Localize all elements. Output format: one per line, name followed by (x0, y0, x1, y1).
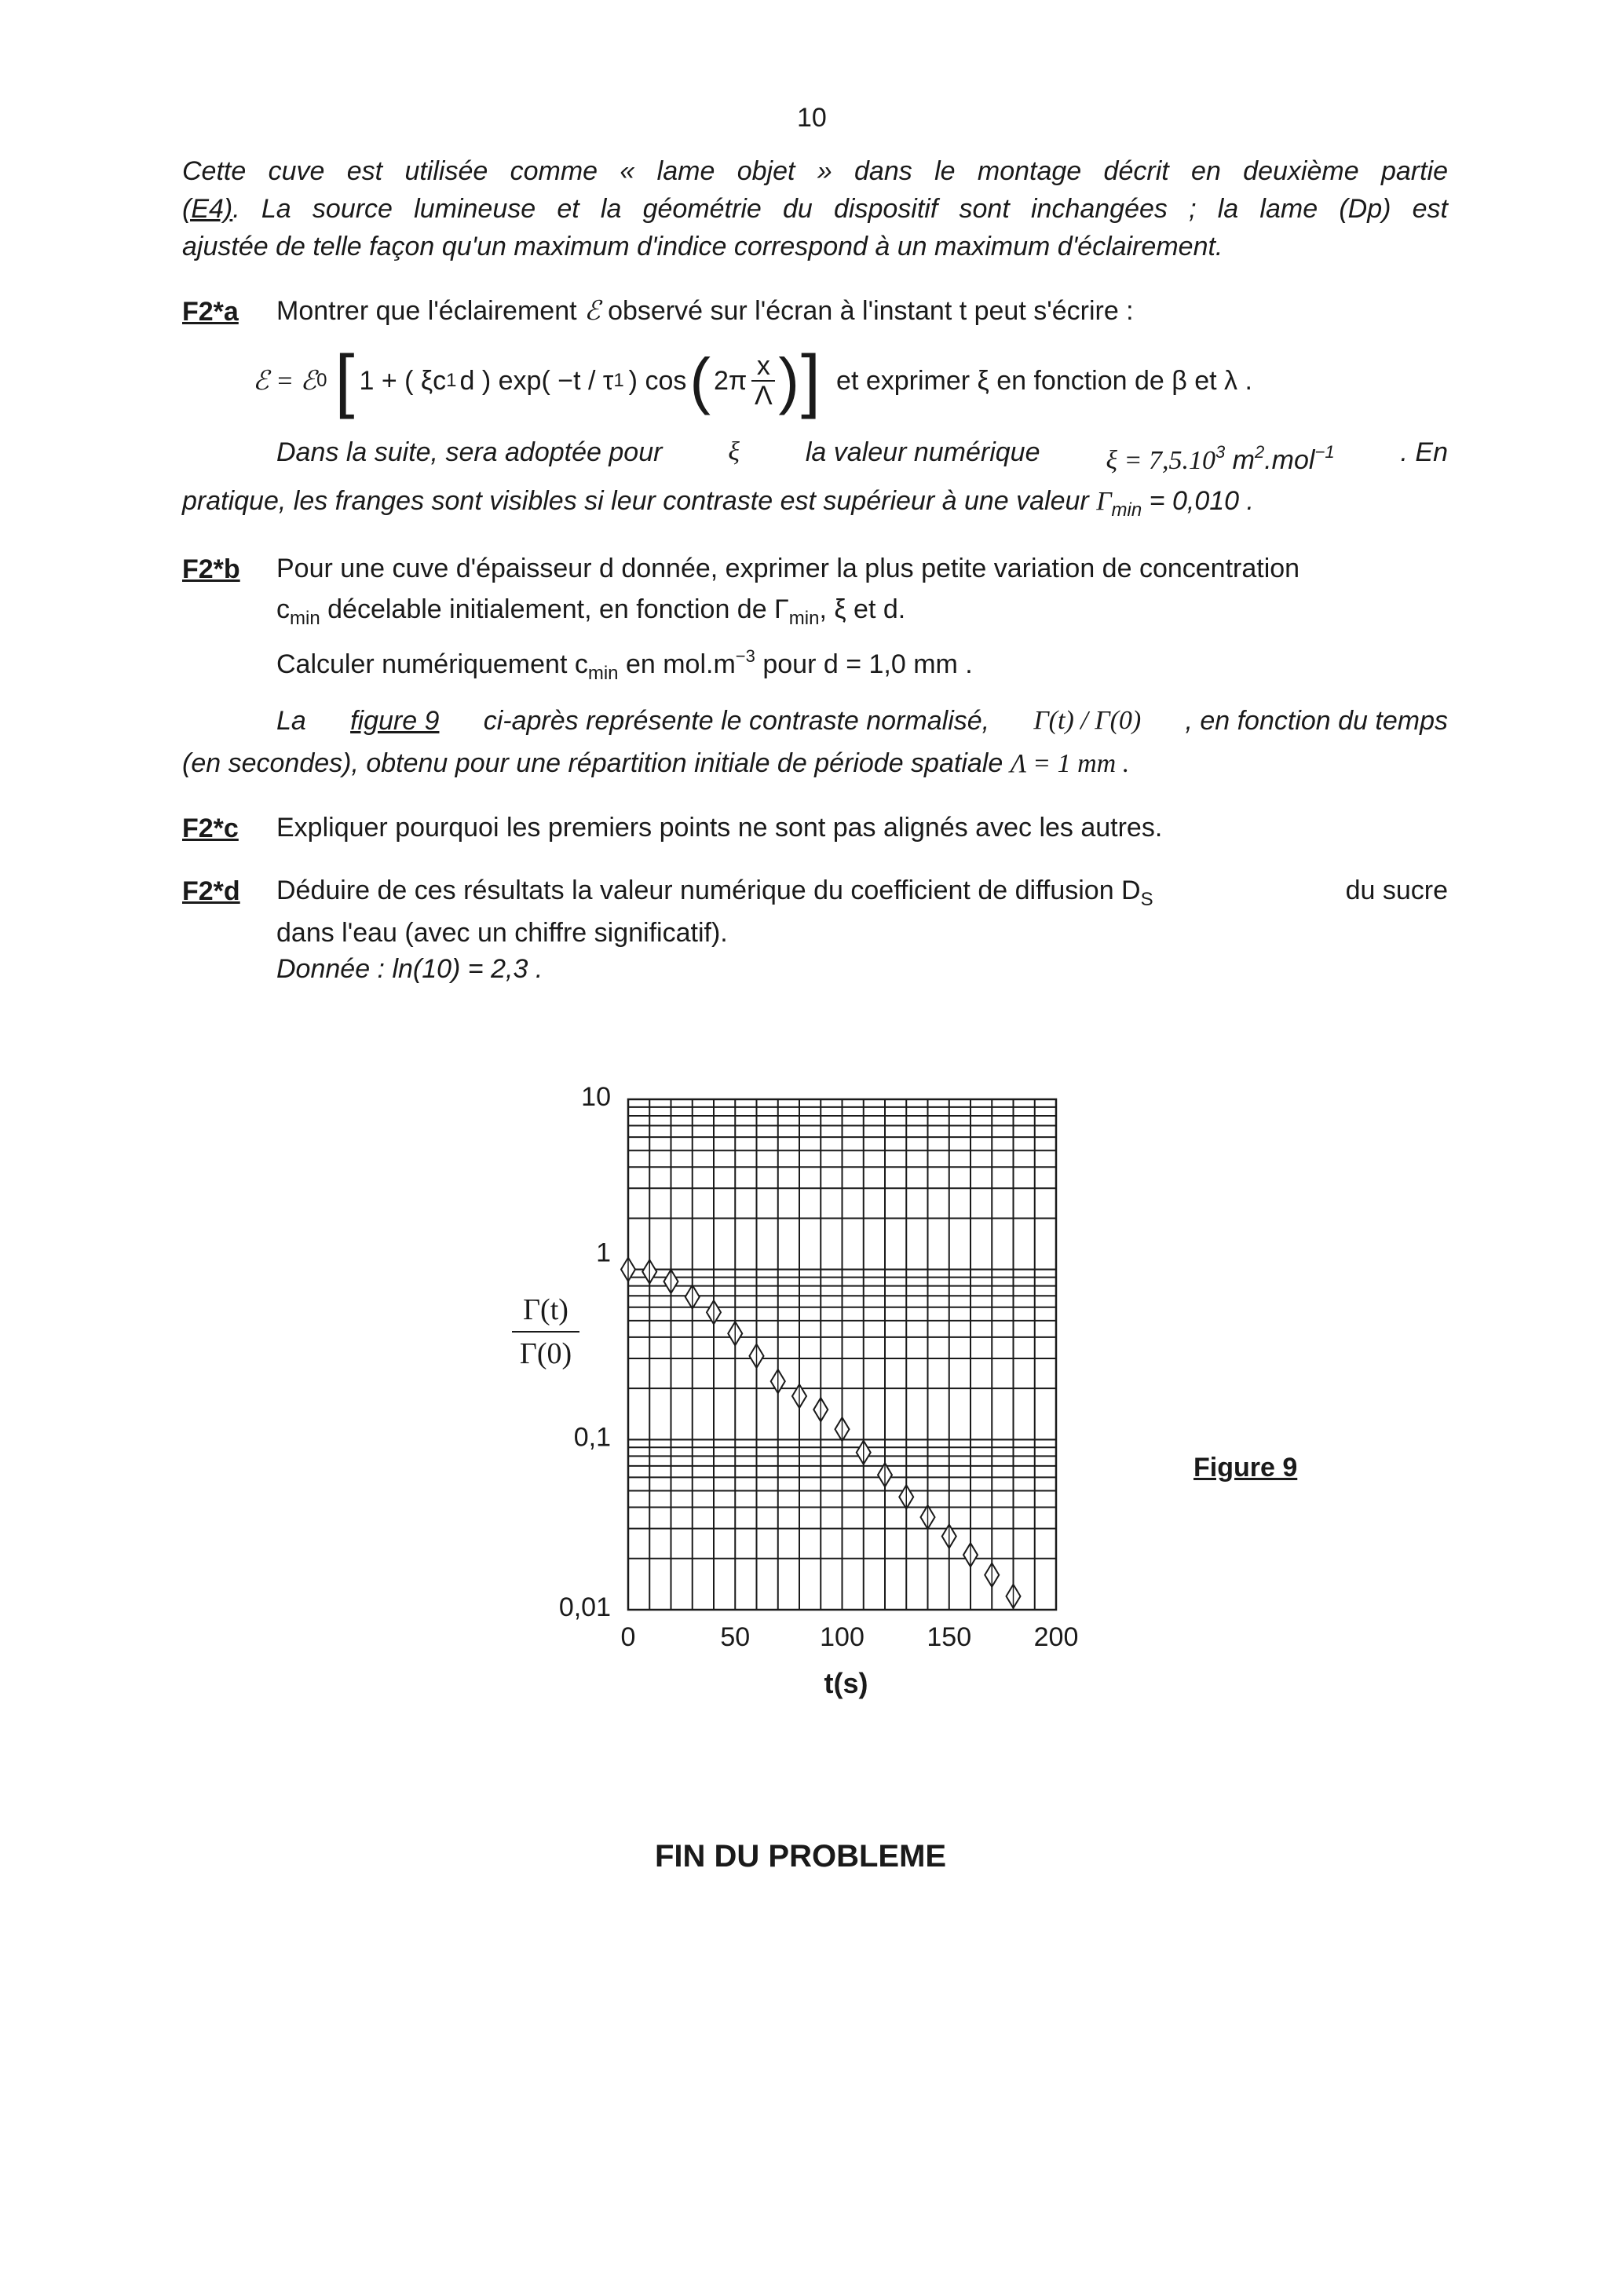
f2d-1a: Déduire de ces résultats la valeur numérique du coefficient de diffusion D (276, 876, 1141, 905)
x-tick-label: 150 (927, 1622, 972, 1652)
data-point (664, 1270, 678, 1293)
y-tick-label: 10 (581, 1084, 611, 1112)
eq-sub0: 0 (316, 370, 327, 391)
data-point (771, 1369, 785, 1393)
data-point (813, 1398, 828, 1421)
eq-paren-open: ( (689, 345, 711, 415)
question-label-f2d: F2*d (182, 876, 240, 906)
follow-1i: −1 (1314, 442, 1335, 462)
data-point (1007, 1585, 1021, 1608)
f2b-3e: pour d = 1,0 mm . (762, 649, 973, 679)
eq-mid: 1 + ( ξc (359, 365, 447, 396)
f2b-2e: , ξ et d. (819, 594, 906, 624)
question-label-f2a: F2*a (182, 297, 239, 327)
f2d-1b: S (1140, 889, 1153, 910)
f2d-1c: du sucre (1345, 876, 1448, 905)
y-axis-label-denominator: Γ(0) (519, 1337, 572, 1370)
fig-intro-2a: (en secondes), obtenu pour une répartition initiale de période spatiale (182, 748, 1003, 778)
data-point (642, 1260, 656, 1284)
eq-2pi: 2π (714, 365, 748, 396)
illuminance-equation (253, 330, 1252, 432)
follow-2b: Γ (1096, 487, 1112, 516)
eq-lhs: ℰ = ℰ (253, 367, 317, 396)
x-tick-label: 200 (1033, 1622, 1079, 1652)
y-tick-label: 0,1 (573, 1422, 611, 1453)
follow-1a: Dans la suite, sera adoptée pour (276, 437, 663, 467)
data-point (963, 1543, 978, 1567)
eq-tail: et exprimer ξ en fonction de β et λ . (836, 365, 1252, 396)
follow-2d: = 0,010 . (1149, 486, 1254, 516)
f2b-3b: min (587, 663, 619, 684)
f2c-text: Expliquer pourquoi les premiers points ne sont pas alignés avec les autres. (276, 813, 1163, 843)
intro-line-2-text: . La source lumineuse et la géométrie du dispositif sont inchangées ; la lame (Dp) est (232, 194, 1448, 224)
intro-line-1: Cette cuve est utilisée comme « lame objet » dans le montage décrit en deuxième partie (182, 156, 1448, 186)
follow-2a: pratique, les franges sont visibles si leur contraste est supérieur à une valeur (182, 486, 1089, 516)
data-point (750, 1344, 764, 1368)
fig-intro-1a: La (276, 706, 306, 736)
data-point (857, 1441, 871, 1464)
data-point (835, 1417, 850, 1441)
eq-cos: ) cos (628, 365, 687, 396)
end-of-problem: FIN DU PROBLEME (655, 1839, 947, 1874)
y-tick-label: 0,01 (558, 1592, 611, 1622)
f2b-line-2 (276, 587, 905, 641)
follow-1c: la valeur numérique (805, 437, 1040, 467)
follow-1g: 2 (1254, 442, 1265, 462)
question-label-f2c: F2*c (182, 813, 239, 843)
illuminance-symbol: ℰ (584, 297, 601, 326)
eq-frac-num: x (756, 351, 770, 381)
page-number: 10 (797, 103, 827, 133)
follow-1j: . En (1400, 437, 1448, 467)
follow-1d: ξ = 7,5.10 (1106, 446, 1215, 475)
f2b-2d: min (788, 608, 820, 629)
intro-ref-e4: (E4) (182, 194, 233, 224)
fig-intro-line-1 (276, 699, 1448, 743)
data-point (728, 1322, 742, 1345)
data-point (899, 1485, 913, 1508)
eq-mid2: d ) exp( −t / τ (459, 365, 614, 396)
x-tick-label: 50 (720, 1622, 751, 1652)
f2d-line-3: Donnée : ln(10) = 2,3 . (276, 954, 543, 984)
data-point (921, 1505, 935, 1529)
fig-intro-line-2 (182, 741, 1129, 786)
question-label-f2b: F2*b (182, 554, 240, 584)
eq-sub2: 1 (613, 370, 624, 391)
follow-2c: min (1111, 499, 1142, 521)
f2b-line-1: Pour une cuve d'épaisseur d donnée, exprimer la plus petite variation de concentration (276, 554, 1300, 583)
follow-1h: .mol (1264, 445, 1315, 475)
f2a-text-1: Montrer que l'éclairement (276, 296, 577, 326)
intro-line-3: ajustée de telle façon qu'un maximum d'indice correspond à un maximum d'éclairement. (182, 232, 1223, 261)
f2b-2c: décelable initialement, en fonction de Γ (327, 594, 789, 624)
x-tick-label: 0 (620, 1622, 636, 1652)
follow-line-1 (276, 430, 1448, 483)
eq-paren-close: ) (778, 345, 800, 415)
fig-intro-1c: ci-après représente le contraste normalisé, (483, 706, 990, 736)
follow-1f: m (1232, 445, 1255, 475)
f2a-text (276, 289, 1134, 334)
f2b-3a: Calculer numériquement c (276, 649, 588, 679)
f2b-2a: c (276, 594, 290, 624)
x-tick-label: 100 (820, 1622, 865, 1652)
figure-9-chart (471, 1084, 1139, 1727)
fig-intro-2b: Λ = 1 mm . (1010, 749, 1130, 778)
y-axis-label-numerator: Γ(t) (523, 1293, 568, 1326)
chart-grid (628, 1099, 1056, 1610)
follow-1e: 3 (1215, 442, 1226, 462)
data-point (985, 1563, 999, 1587)
eq-frac-den: Λ (755, 381, 773, 411)
follow-line-2 (182, 479, 1254, 532)
figure-9-ref: figure 9 (350, 706, 440, 736)
follow-1b: ξ (728, 437, 740, 466)
eq-fraction (751, 352, 775, 410)
figure-label: Figure 9 (1193, 1453, 1298, 1483)
eq-sub1: 1 (446, 370, 457, 391)
fig-intro-1e: , en fonction du temps (1185, 706, 1448, 736)
f2a-text-2: observé sur l'écran à l'instant t peut s'écrire : (608, 296, 1134, 326)
fig-intro-1d: Γ(t) / Γ(0) (1033, 706, 1142, 735)
x-axis-label: t(s) (824, 1667, 868, 1699)
f2d-line-2: dans l'eau (avec un chiffre significatif). (276, 918, 728, 948)
eq-bracket-open: [ (334, 342, 355, 420)
f2b-3d: −3 (735, 646, 755, 666)
data-point (685, 1285, 700, 1309)
f2b-2b: min (290, 608, 320, 629)
f2b-line-3 (276, 634, 973, 696)
y-tick-label: 1 (596, 1238, 611, 1268)
f2b-3c: en mol.m (625, 649, 736, 679)
eq-bracket-close: ] (801, 342, 821, 420)
